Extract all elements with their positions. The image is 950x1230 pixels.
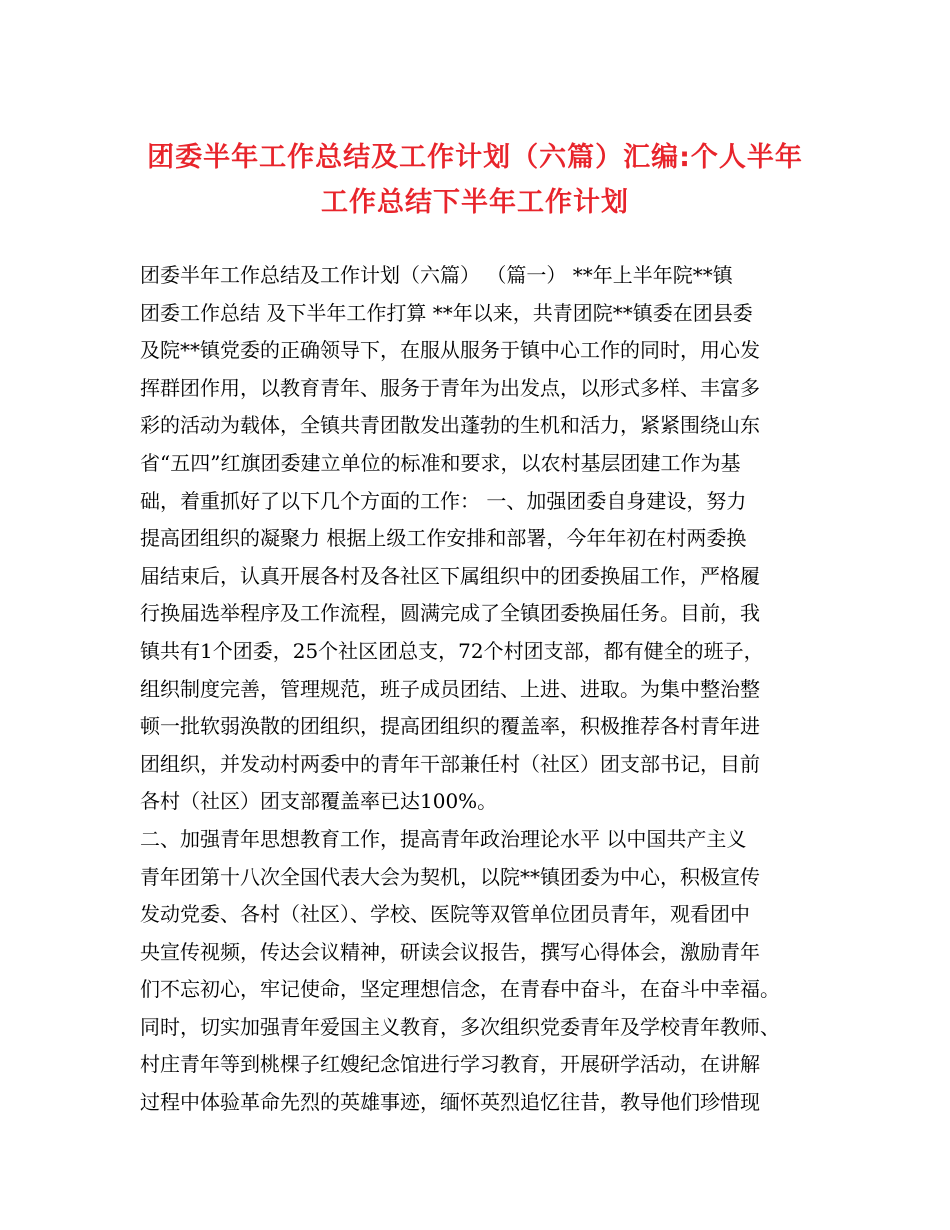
body-line: 顿一批软弱涣散的团组织，提高团组织的覆盖率，积极推荐各村青年进 (140, 714, 760, 739)
body-line: 村庄青年等到桃棵子红嫂纪念馆进行学习教育，开展研学活动，在讲解 (140, 1052, 760, 1077)
body-line: 挥群团作用，以教育青年、服务于青年为出发点，以形式多样、丰富多 (140, 375, 760, 400)
body-line: 及院**镇党委的正确领导下，在服从服务于镇中心工作的同时，用心发 (140, 338, 760, 363)
body-line: 们不忘初心，牢记使命，坚定理想信念，在青春中奋斗，在奋斗中幸福。 (140, 977, 780, 1002)
body-line: 同时，切实加强青年爱国主义教育，多次组织党委青年及学校青年教师、 (140, 1014, 780, 1039)
body-line: 镇共有1个团委，25个社区团总支，72个村团支部，都有健全的班子， (140, 638, 764, 663)
body-line: 团委半年工作总结及工作计划（六篇） （篇一） **年上半年院**镇 (140, 263, 733, 287)
body-line: 青年团第十八次全国代表大会为契机，以院**镇团委为中心，积极宣传 (140, 864, 760, 889)
body-line: 央宣传视频，传达会议精神，研读会议报告，撰写心得体会，激励青年 (140, 939, 760, 964)
document-body (140, 257, 820, 1122)
body-line: 过程中体验革命先烈的英雄事迹，缅怀英烈追忆往昔，教导他们珍惜现 (140, 1090, 760, 1115)
body-line: 提高团组织的凝聚力 根据上级工作安排和部署，今年年初在村两委换 (140, 526, 747, 551)
body-line: 发动党委、各村（社区）、学校、医院等双管单位团员青年，观看团中 (140, 902, 750, 927)
document-title-line-2: 工作总结下半年工作计划 (321, 187, 629, 218)
body-line: 省“五四”红旗团委建立单位的标准和要求，以农村基层团建工作为基 (140, 450, 741, 475)
document-title-line-1: 团委半年工作总结及工作计划（六篇）汇编:个人半年 (147, 142, 803, 173)
body-line: 行换届选举程序及工作流程，圆满完成了全镇团委换届任务。目前，我 (140, 601, 760, 626)
body-line: 团委工作总结 及下半年工作打算 **年以来，共青团院**镇委在团县委 (140, 300, 753, 325)
body-line: 各村（社区）团支部覆盖率已达100%。 (140, 789, 498, 814)
body-line: 届结束后，认真开展各村及各社区下属组织中的团委换届工作，严格履 (140, 563, 760, 588)
body-line: 组织制度完善，管理规范，班子成员团结、上进、进取。为集中整治整 (140, 676, 760, 701)
body-line: 二、加强青年思想教育工作，提高青年政治理论水平 以中国共产主义 (140, 826, 747, 851)
body-line: 彩的活动为载体，全镇共青团散发出蓬勃的生机和活力，紧紧围绕山东 (140, 413, 760, 438)
body-line: 础，着重抓好了以下几个方面的工作： 一、加强团委自身建设，努力 (140, 488, 747, 513)
body-line: 团组织，并发动村两委中的青年干部兼任村（社区）团支部书记，目前 (140, 751, 760, 776)
